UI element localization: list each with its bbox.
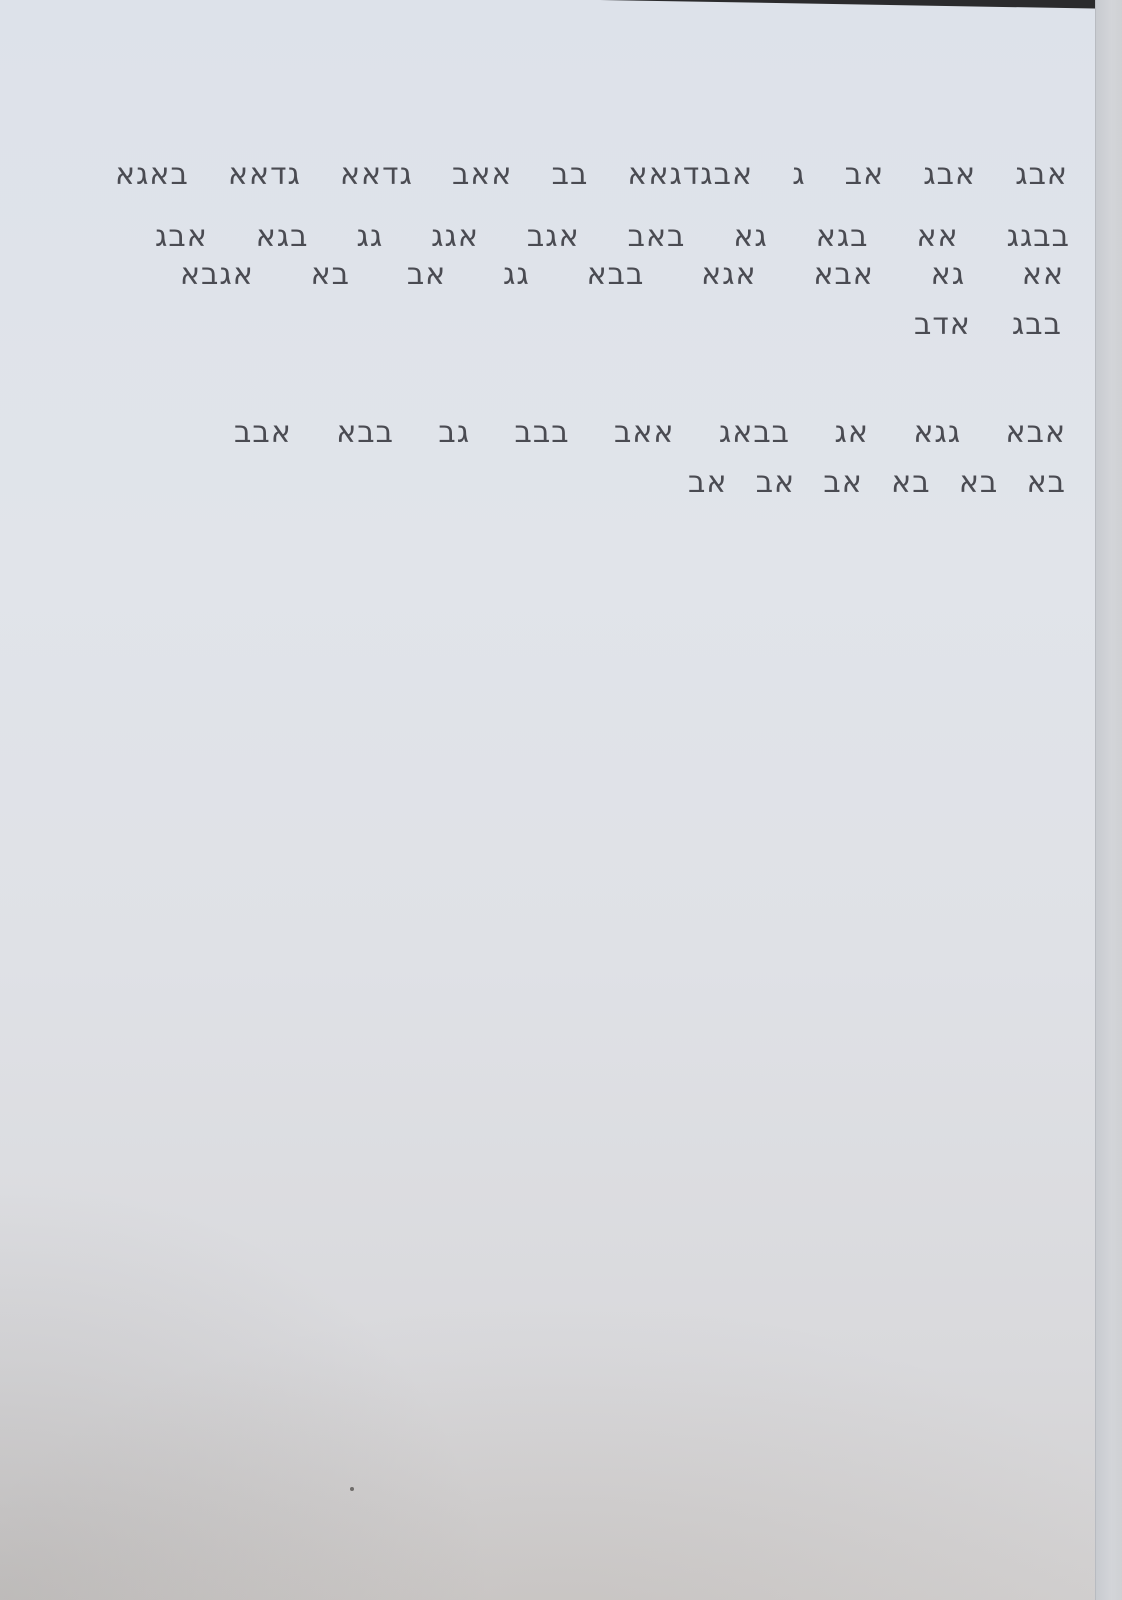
handwritten-line-1: אבג אבג אב ג אבגדגאא בב אאב גדאא גדאא באגא xyxy=(115,157,1068,192)
handwritten-line-3: אא גא אבא אגא בבא גג אב בא אגבא xyxy=(180,257,1064,292)
handwritten-line-5: אבא גגא אג בבאג אאב בבב גב בבא אבב xyxy=(234,415,1066,450)
handwritten-line-6: בא בא בא אב אב אב xyxy=(688,465,1066,500)
handwritten-line-4: בבג אדב xyxy=(914,307,1062,342)
handwritten-line-2: בבגג אא בגא גא באב אגב אגג גג בגא אבג xyxy=(155,219,1070,254)
paper-speck xyxy=(350,1487,354,1491)
paper-right-edge xyxy=(1095,0,1122,1600)
top-edge-shadow xyxy=(0,0,1122,12)
